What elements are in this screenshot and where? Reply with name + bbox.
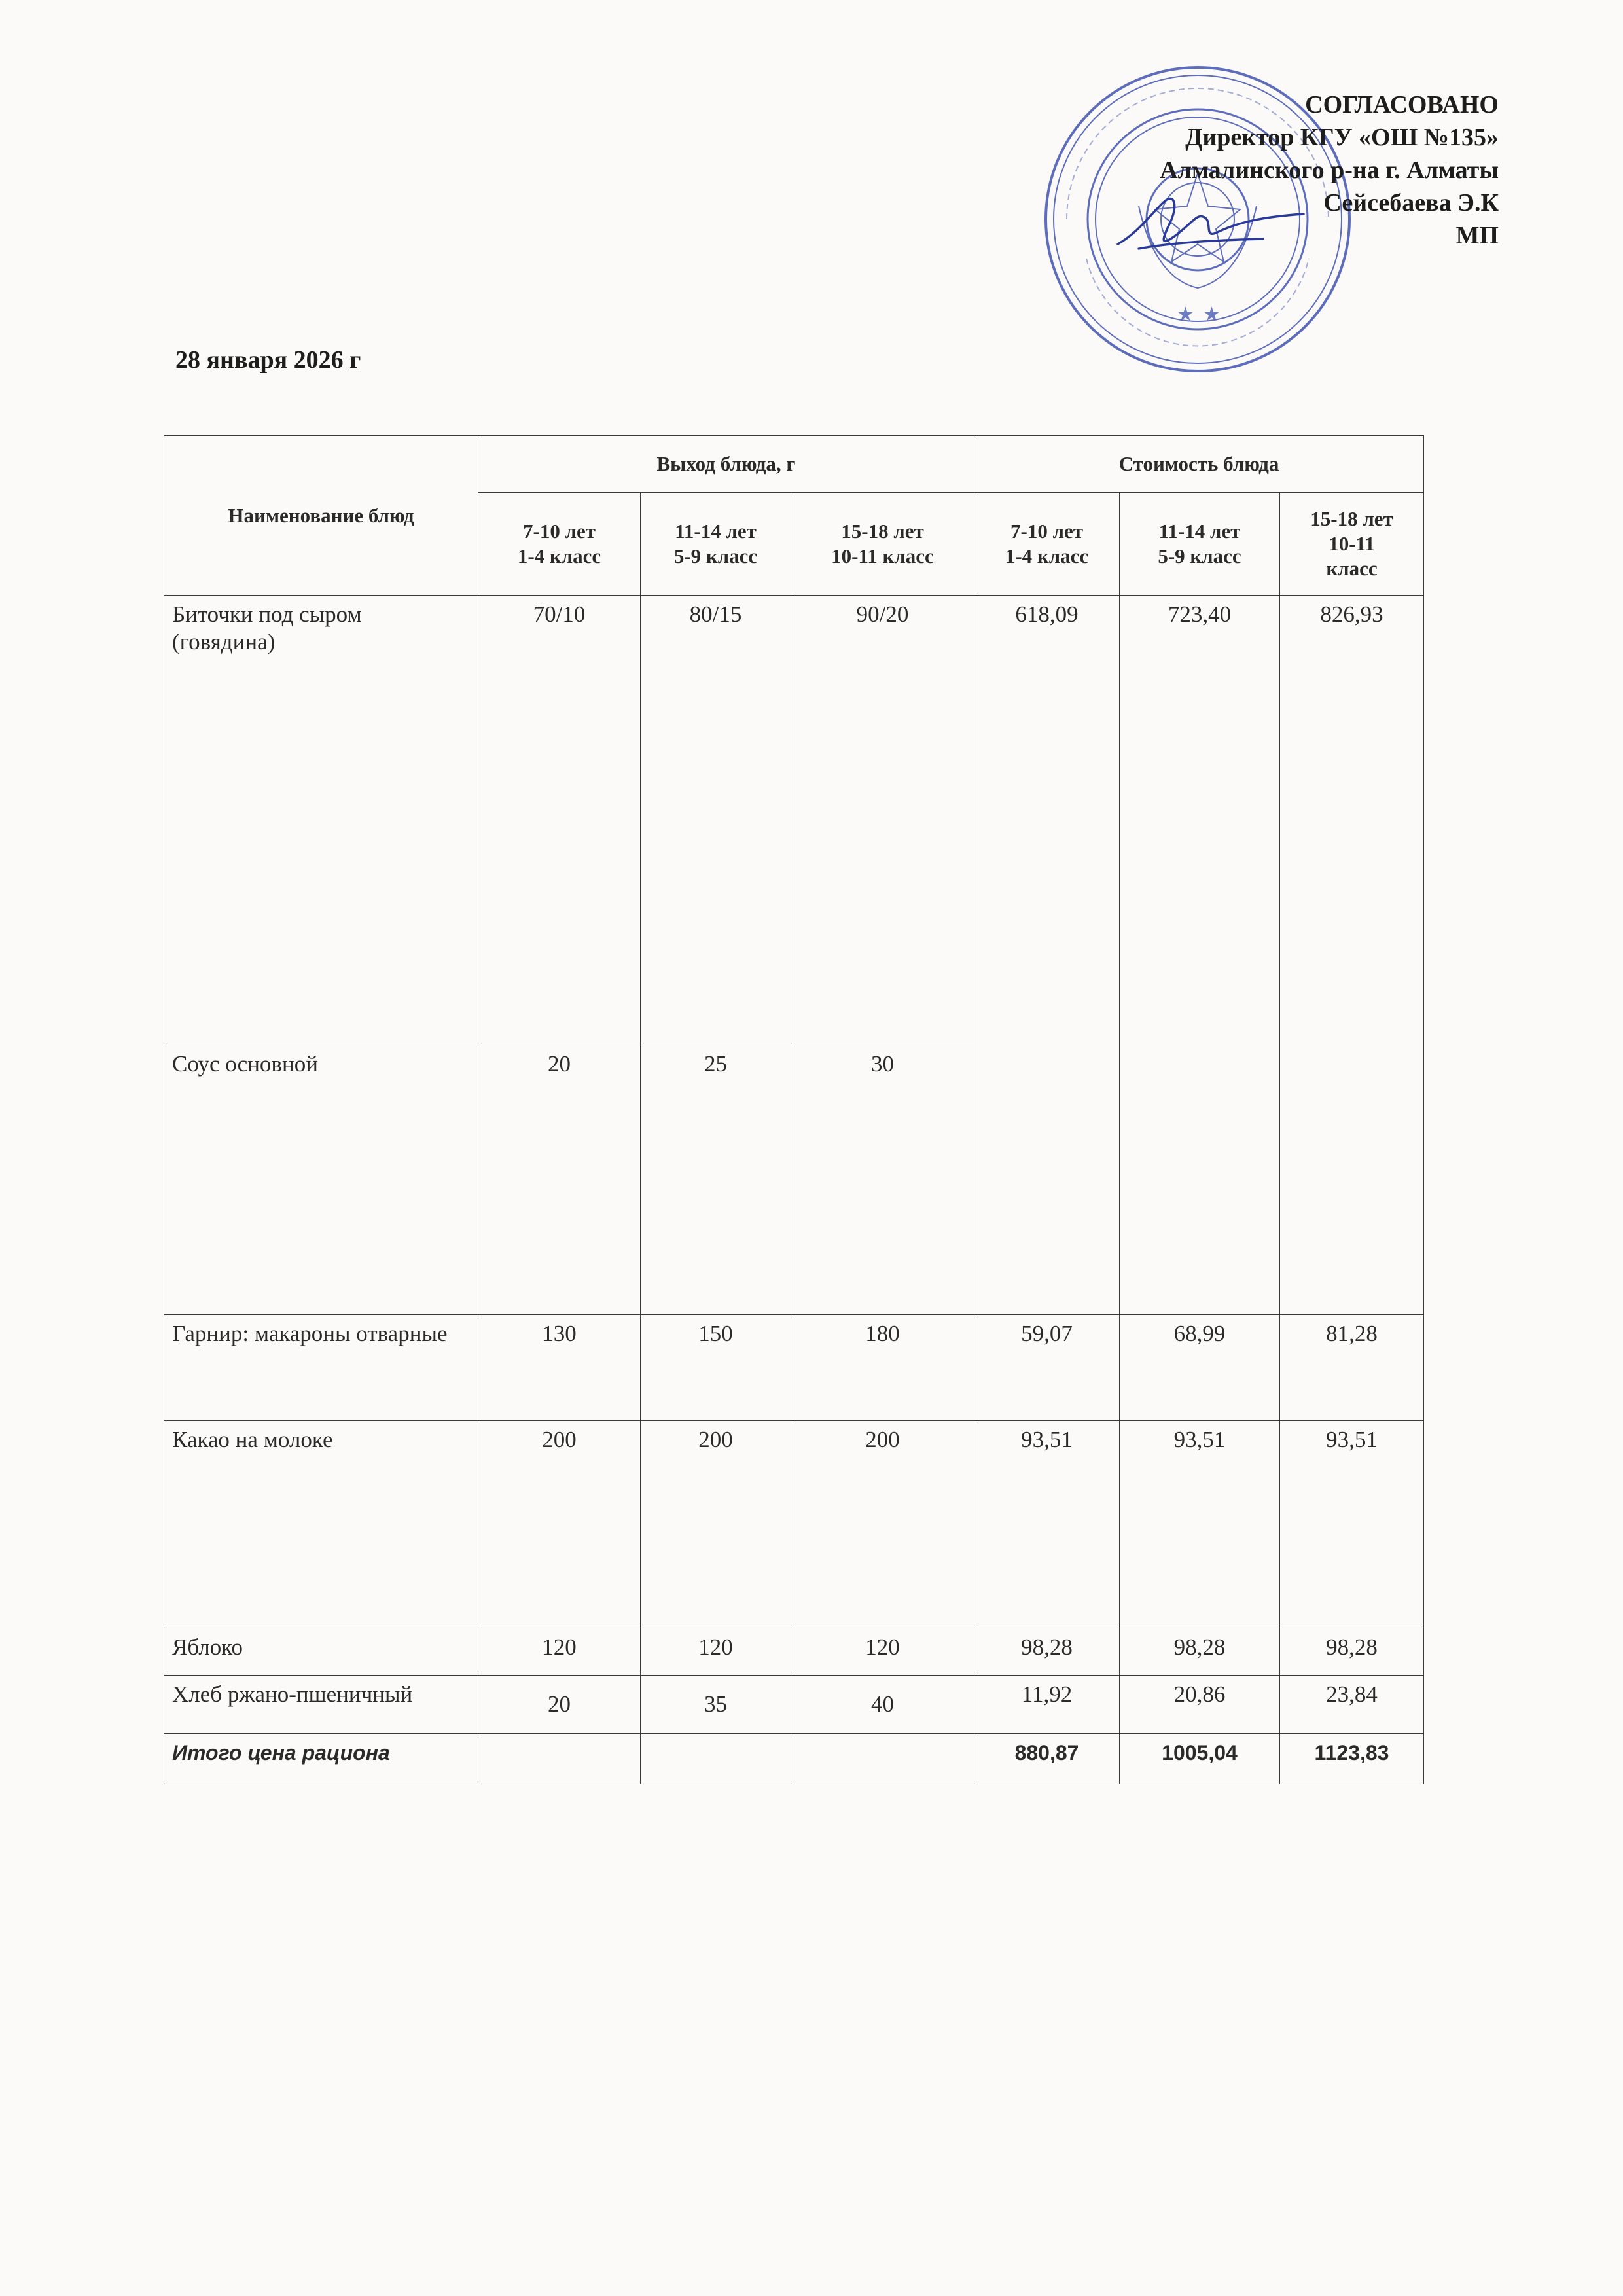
cost-value: 59,07	[974, 1315, 1120, 1421]
output-value: 200	[478, 1421, 641, 1628]
cost-value: 20,86	[1120, 1676, 1280, 1734]
table-row	[164, 1628, 1424, 1676]
output-value: 180	[791, 1315, 974, 1421]
approval-district: Алмалинского р-на г. Алматы	[1160, 156, 1499, 184]
dish-name: Хлеб ржано-пшеничный	[164, 1676, 478, 1734]
cost-value: 11,92	[974, 1676, 1120, 1734]
output-value: 150	[641, 1315, 791, 1421]
dish-name: Гарнир: макароны отварные	[164, 1315, 478, 1421]
cost-value: 93,51	[1120, 1421, 1280, 1628]
output-value: 35	[641, 1676, 791, 1734]
cost-value: 826,93	[1280, 596, 1424, 1315]
table-row	[164, 1421, 1424, 1628]
total-label: Итого цена рациона	[164, 1734, 478, 1784]
output-value: 120	[791, 1628, 974, 1676]
output-value: 80/15	[641, 596, 791, 1045]
approval-position: Директор КГУ «ОШ №135»	[1185, 124, 1499, 151]
output-value: 30	[791, 1045, 974, 1315]
approval-signer: Сейсебаева Э.К	[1323, 189, 1499, 217]
header-cost-group: Стоимость блюда	[974, 436, 1424, 493]
cost-value: 93,51	[974, 1421, 1120, 1628]
header-output-age2: 11-14 лет 5-9 класс	[641, 493, 791, 596]
output-value: 200	[791, 1421, 974, 1628]
dish-name: Яблоко	[164, 1628, 478, 1676]
output-value: 120	[478, 1628, 641, 1676]
cost-value: 23,84	[1280, 1676, 1424, 1734]
document-date: 28 января 2026 г	[175, 346, 361, 374]
cost-value: 98,28	[974, 1628, 1120, 1676]
header-output-age1: 7-10 лет 1-4 класс	[478, 493, 641, 596]
total-cost-value: 1005,04	[1120, 1734, 1280, 1784]
output-value: 200	[641, 1421, 791, 1628]
output-value: 20	[478, 1045, 641, 1315]
svg-text:★: ★	[1203, 304, 1221, 325]
table-row	[164, 1676, 1424, 1734]
cost-value: 81,28	[1280, 1315, 1424, 1421]
output-value: 25	[641, 1045, 791, 1315]
cost-value: 98,28	[1120, 1628, 1280, 1676]
header-dish-name: Наименование блюд	[164, 436, 478, 596]
output-value: 40	[791, 1676, 974, 1734]
table-row	[164, 1315, 1424, 1421]
header-cost-age3: 15-18 лет 10-11 класс	[1280, 493, 1424, 596]
total-cost-value: 880,87	[974, 1734, 1120, 1784]
approval-title: СОГЛАСОВАНО	[1305, 91, 1499, 118]
table-row	[164, 596, 1424, 1045]
output-value: 120	[641, 1628, 791, 1676]
dish-name: Какао на молоке	[164, 1421, 478, 1628]
approval-block	[962, 88, 1499, 252]
output-value: 70/10	[478, 596, 641, 1045]
cost-value: 93,51	[1280, 1421, 1424, 1628]
svg-text:★: ★	[1177, 304, 1194, 325]
dish-name: Соус основной	[164, 1045, 478, 1315]
cost-value: 618,09	[974, 596, 1120, 1315]
empty-cell	[641, 1734, 791, 1784]
output-value: 90/20	[791, 596, 974, 1045]
header-output-group: Выход блюда, г	[478, 436, 974, 493]
empty-cell	[478, 1734, 641, 1784]
approval-seal-mark: МП	[1455, 222, 1499, 249]
cost-value: 68,99	[1120, 1315, 1280, 1421]
menu-table	[164, 435, 1424, 1784]
header-cost-age2: 11-14 лет 5-9 класс	[1120, 493, 1280, 596]
empty-cell	[791, 1734, 974, 1784]
header-output-age3: 15-18 лет 10-11 класс	[791, 493, 974, 596]
output-value: 130	[478, 1315, 641, 1421]
total-row	[164, 1734, 1424, 1784]
cost-value: 98,28	[1280, 1628, 1424, 1676]
total-cost-value: 1123,83	[1280, 1734, 1424, 1784]
output-value: 20	[478, 1676, 641, 1734]
cost-value: 723,40	[1120, 596, 1280, 1315]
header-cost-age1: 7-10 лет 1-4 класс	[974, 493, 1120, 596]
dish-name: Биточки под сыром (говядина)	[164, 596, 478, 1045]
